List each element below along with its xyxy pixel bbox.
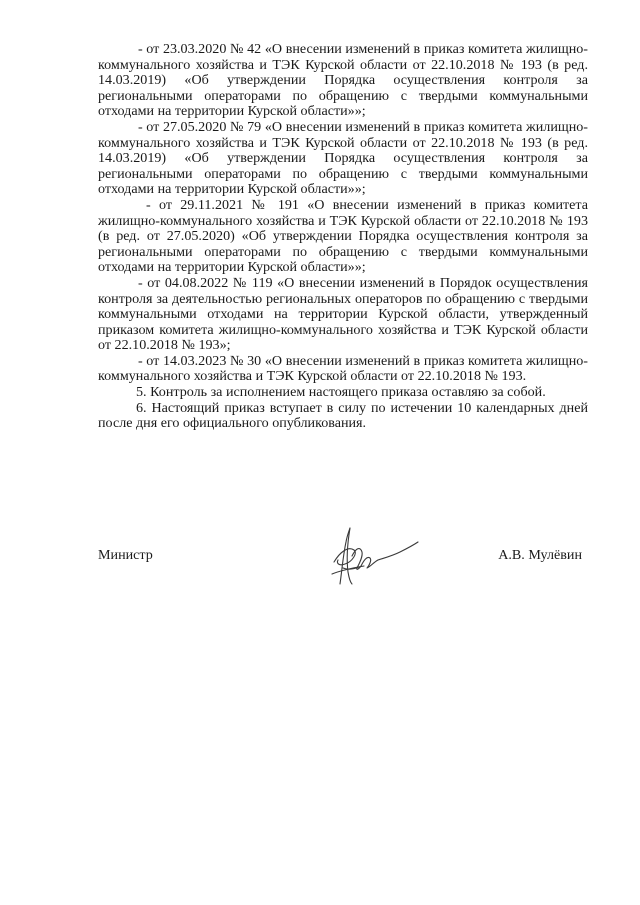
signature-block: [98, 542, 588, 602]
amendment-paragraph: - от 04.08.2022 № 119 «О внесении изменений в Порядок осуществления контроля за деятельностью региональных операторов по обращению с твердыми коммунальными отходами на территории Курской области, утвержденный приказом комитета жилищно-коммунального хозяйства и ТЭК Курской области от 22.10.2018 № 193»;: [98, 274, 588, 354]
handwritten-signature: [312, 522, 422, 594]
item-6-paragraph: 6. Настоящий приказ вступает в силу по истечении 10 календарных дней после дня его официального опубликования.: [98, 399, 588, 432]
amendment-paragraph: - от 23.03.2020 № 42 «О внесении изменений в приказ комитета жилищно-коммунального хозяйства и ТЭК Курской области от 22.10.2018 № 193 (в ред. 14.03.2019) «Об утверждении Порядка осуществления контроля за региональными операторами по обращению с твердыми коммунальными отходами на территории Курской области»»;: [98, 41, 588, 120]
document-body: [98, 42, 588, 432]
amendment-paragraph: - от 27.05.2020 № 79 «О внесении изменений в приказ комитета жилищно-коммунального хозяйства и ТЭК Курской области от 22.10.2018 № 193 (в ред. 14.03.2019) «Об утверждении Порядка осуществления контроля за региональными операторами по обращению с твердыми коммунальными отходами на территории Курской области»»;: [98, 118, 588, 198]
amendment-paragraph: - от 29.11.2021 № 191 «О внесении изменений в приказ комитета жилищно-коммунального хозяйства и ТЭК Курской области от 22.10.2018 № 193 (в ред. от 27.05.2020) «Об утверждении Порядка осуществления контроля за региональными операторами по обращению с твердыми коммунальными отходами на территории Курской области»»;: [98, 196, 588, 276]
item-5-paragraph: 5. Контроль за исполнением настоящего приказа оставляю за собой.: [136, 384, 546, 401]
amendment-paragraph: - от 14.03.2023 № 30 «О внесении изменений в приказ комитета жилищно-коммунального хозяйства и ТЭК Курской области от 22.10.2018 № 193.: [98, 352, 588, 385]
signer-position: Министр: [98, 547, 153, 563]
signer-name: А.В. Мулёвин: [498, 547, 582, 563]
